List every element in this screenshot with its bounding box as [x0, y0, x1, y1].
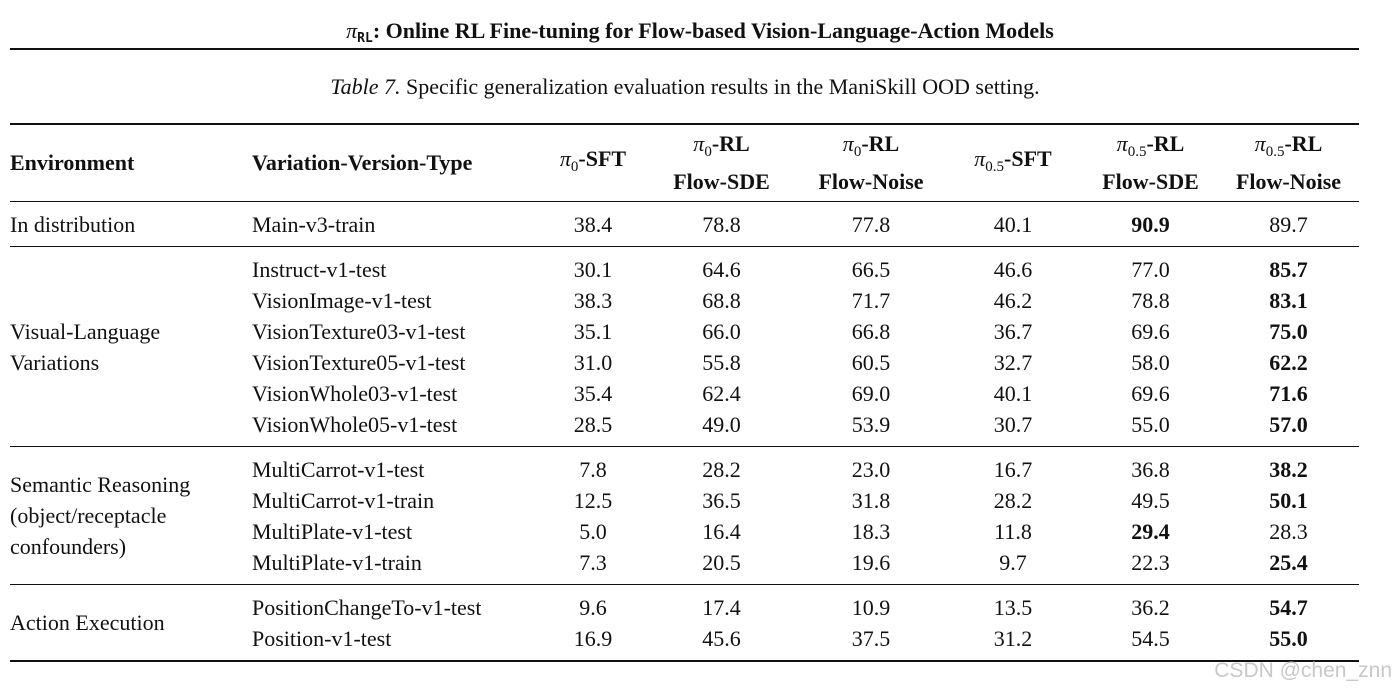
score-cell: 49.5 — [1131, 488, 1170, 513]
table-row — [10, 202, 1359, 247]
score-cell: 36.7 — [993, 319, 1033, 344]
variation-cell: VisionWhole05-v1-test — [252, 412, 458, 437]
variation-cell: MultiPlate-v1-test — [252, 519, 413, 544]
score-cell: 66.8 — [851, 319, 891, 344]
environment-label: (object/receptacle — [10, 503, 167, 528]
score-cell: 83.1 — [1269, 288, 1308, 313]
score-cell: 49.0 — [702, 412, 741, 437]
table-group — [10, 247, 1359, 447]
column-header-pi0-rl-flow-sde — [644, 124, 799, 202]
variation-cell: MultiPlate-v1-train — [252, 550, 422, 575]
score-cell: 18.3 — [851, 519, 891, 544]
variation-cell: VisionTexture05-v1-test — [252, 350, 466, 375]
score-cell: 29.4 — [1131, 519, 1170, 544]
score-cell: 30.1 — [542, 247, 644, 286]
caption-label: Table 7. — [330, 74, 401, 99]
score-cell: 36.2 — [1083, 585, 1218, 624]
score-cell: 36.5 — [702, 488, 741, 513]
score-cell: 28.3 — [1269, 519, 1308, 544]
table-row — [10, 447, 1359, 486]
score-cell: 38.4 — [573, 212, 613, 237]
score-cell: 9.7 — [999, 550, 1027, 575]
score-cell: 58.0 — [1131, 350, 1170, 375]
pi-subscript: RL — [357, 31, 373, 46]
column-header-line1 — [1083, 129, 1218, 167]
score-cell: 20.5 — [702, 550, 741, 575]
score-cell: 7.3 — [579, 550, 607, 575]
table-row — [10, 585, 1359, 624]
environment-label: Action Execution — [10, 610, 165, 635]
column-header-line1 — [799, 129, 943, 167]
pi-symbol: π — [346, 18, 358, 43]
column-header-pi0-sft — [542, 124, 644, 202]
score-cell: 53.9 — [851, 412, 891, 437]
score-cell: 31.8 — [851, 488, 891, 513]
pi-subscript: 0.5 — [1265, 144, 1285, 160]
score-cell: 60.5 — [851, 350, 891, 375]
score-cell: 16.9 — [542, 623, 644, 661]
column-header-pi05-rl-flow-sde — [1083, 124, 1218, 202]
environment-cell — [10, 247, 252, 447]
header-title-text: : Online RL Fine-tuning for Flow-based Vision-Language-Action Models — [372, 18, 1054, 43]
table-header-row — [10, 124, 1359, 202]
environment-label: confounders) — [10, 534, 127, 559]
score-cell: 69.6 — [1131, 319, 1170, 344]
score-cell: 66.5 — [799, 247, 943, 286]
score-cell: 89.7 — [1269, 212, 1308, 237]
column-header-suffix: -RL — [861, 131, 900, 156]
score-cell: 55.0 — [1218, 623, 1359, 661]
variation-cell: MultiCarrot-v1-train — [252, 488, 435, 513]
score-cell: 77.0 — [1083, 247, 1218, 286]
score-cell: 12.5 — [573, 488, 613, 513]
score-cell: 28.5 — [573, 412, 613, 437]
score-cell: 55.8 — [702, 350, 741, 375]
score-cell: 75.0 — [1269, 319, 1308, 344]
score-cell: 16.7 — [943, 447, 1083, 486]
table-group — [10, 447, 1359, 585]
score-cell: 16.4 — [702, 519, 741, 544]
table-caption — [0, 72, 1370, 102]
pi-symbol: π — [693, 131, 705, 156]
score-cell: 28.2 — [644, 447, 799, 486]
score-cell: 38.2 — [1218, 447, 1359, 486]
score-cell: 19.6 — [851, 550, 891, 575]
column-header-line1 — [1218, 129, 1359, 167]
column-header-line2: Flow-SDE — [1102, 169, 1199, 194]
score-cell: 46.6 — [943, 247, 1083, 286]
score-cell: 85.7 — [1218, 247, 1359, 286]
column-header-pi0-rl-flow-noise — [799, 124, 943, 202]
score-cell: 90.9 — [1131, 212, 1170, 237]
score-cell: 54.5 — [1083, 623, 1218, 661]
column-header-line1 — [943, 144, 1083, 182]
score-cell: 54.7 — [1218, 585, 1359, 624]
column-header-suffix: -RL — [711, 131, 750, 156]
environment-label: Visual-Language — [10, 318, 161, 344]
column-header-suffix: -RL — [1146, 131, 1185, 156]
pi-symbol: π — [974, 146, 986, 171]
variation-cell: Position-v1-test — [252, 623, 542, 661]
score-cell: 71.6 — [1269, 381, 1308, 406]
column-header-environment: Environment — [10, 124, 252, 202]
column-header-line2: Flow-Noise — [1235, 169, 1342, 194]
pi-subscript: 0.5 — [1127, 144, 1147, 160]
variation-cell: Main-v3-train — [252, 212, 376, 237]
pi-symbol: π — [1254, 131, 1266, 156]
score-cell: 66.0 — [702, 319, 741, 344]
score-cell: 10.9 — [799, 585, 943, 624]
score-cell: 25.4 — [1269, 550, 1308, 575]
table-row — [10, 247, 1359, 286]
score-cell: 31.2 — [943, 623, 1083, 661]
score-cell: 11.8 — [994, 519, 1032, 544]
variation-cell: VisionImage-v1-test — [252, 288, 432, 313]
pi-symbol: π — [559, 146, 571, 171]
pi-subscript: 0.5 — [985, 159, 1005, 175]
score-cell: 36.8 — [1083, 447, 1218, 486]
table-group — [10, 202, 1359, 247]
score-cell: 28.2 — [993, 488, 1033, 513]
score-cell: 77.8 — [851, 212, 891, 237]
score-cell: 55.0 — [1131, 412, 1170, 437]
score-cell: 46.2 — [993, 288, 1033, 313]
environment-cell — [10, 202, 252, 247]
caption-text: Specific generalization evaluation results in the ManiSkill OOD setting. — [400, 74, 1040, 99]
environment-label: Semantic Reasoning — [10, 472, 191, 497]
environment-label: In distribution — [10, 211, 136, 237]
score-cell: 62.4 — [702, 381, 741, 406]
variation-cell: VisionWhole03-v1-test — [252, 381, 458, 406]
score-cell: 31.0 — [573, 350, 613, 375]
score-cell: 35.1 — [573, 319, 613, 344]
environment-cell — [10, 447, 252, 585]
score-cell: 69.6 — [1131, 381, 1170, 406]
score-cell: 17.4 — [644, 585, 799, 624]
results-table — [10, 123, 1359, 662]
variation-cell: PositionChangeTo-v1-test — [252, 585, 542, 624]
score-cell: 57.0 — [1269, 412, 1308, 437]
score-cell: 30.7 — [993, 412, 1033, 437]
header-divider — [10, 48, 1359, 50]
variation-cell: MultiCarrot-v1-test — [252, 447, 542, 486]
pi-subscript: 0 — [704, 144, 712, 160]
environment-cell — [10, 585, 252, 662]
column-header-suffix: -RL — [1284, 131, 1323, 156]
score-cell: 23.0 — [799, 447, 943, 486]
score-cell: 71.7 — [851, 288, 891, 313]
score-cell: 45.6 — [644, 623, 799, 661]
score-cell: 40.1 — [993, 212, 1033, 237]
score-cell: 64.6 — [644, 247, 799, 286]
pi-symbol: π — [1116, 131, 1128, 156]
score-cell: 78.8 — [1131, 288, 1170, 313]
score-cell: 22.3 — [1131, 550, 1170, 575]
score-cell: 40.1 — [993, 381, 1033, 406]
column-header-suffix: -SFT — [578, 146, 627, 171]
variation-cell: Instruct-v1-test — [252, 247, 542, 286]
score-cell: 35.4 — [573, 381, 613, 406]
column-header-variation: Variation-Version-Type — [252, 124, 542, 202]
score-cell: 38.3 — [573, 288, 613, 313]
score-cell: 32.7 — [993, 350, 1033, 375]
score-cell: 50.1 — [1269, 488, 1308, 513]
environment-label: Variations — [10, 349, 100, 375]
column-header-suffix: -SFT — [1004, 146, 1052, 171]
column-header-line1 — [644, 129, 799, 167]
variation-cell: VisionTexture03-v1-test — [252, 319, 466, 344]
score-cell: 78.8 — [702, 212, 741, 237]
table-group — [10, 585, 1359, 662]
column-header-pi05-sft — [943, 124, 1083, 202]
column-header-pi05-rl-flow-noise — [1218, 124, 1359, 202]
watermark: CSDN @chen_znn — [1214, 659, 1392, 682]
score-cell: 68.8 — [702, 288, 741, 313]
score-cell: 69.0 — [851, 381, 891, 406]
pi-subscript: 0 — [570, 159, 579, 175]
score-cell: 37.5 — [799, 623, 943, 661]
pi-symbol: π — [842, 131, 854, 156]
score-cell: 62.2 — [1269, 350, 1308, 375]
pi-subscript: 0 — [853, 144, 862, 160]
score-cell: 7.8 — [542, 447, 644, 486]
score-cell: 9.6 — [542, 585, 644, 624]
column-header-line2: Flow-SDE — [673, 169, 770, 194]
column-header-line1 — [542, 144, 644, 182]
score-cell: 13.5 — [943, 585, 1083, 624]
column-header-line2: Flow-Noise — [818, 169, 924, 194]
score-cell: 5.0 — [579, 519, 607, 544]
